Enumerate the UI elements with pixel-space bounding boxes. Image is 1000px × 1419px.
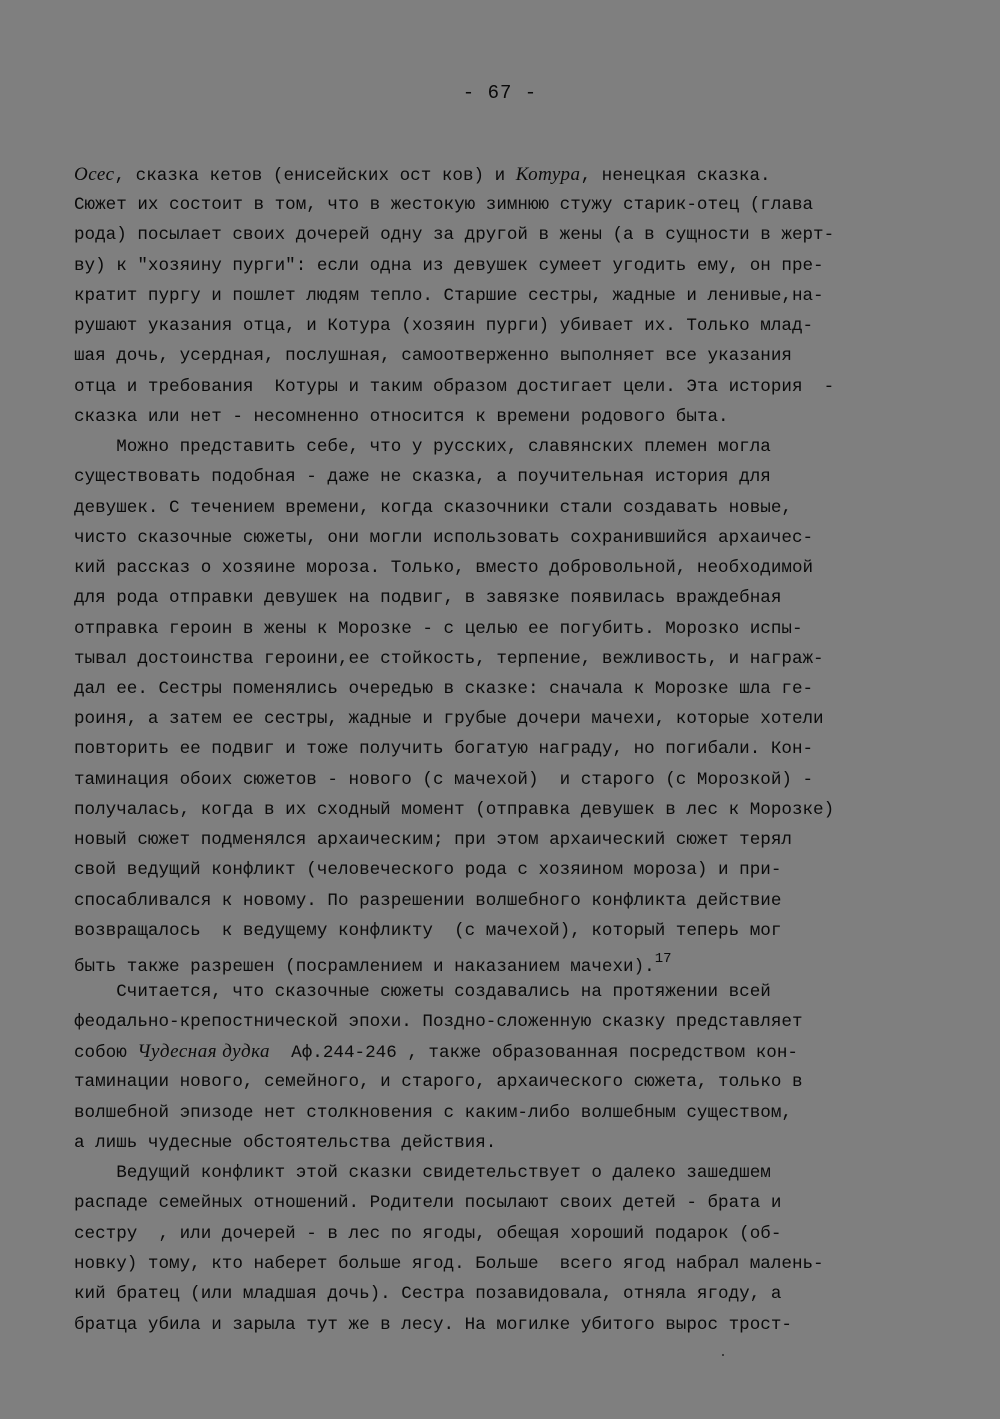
text-run: , сказка кетов (енисейских ост ков) и	[114, 166, 516, 186]
text-run: , ненецкая сказка.	[580, 166, 771, 186]
text-run: быть также разрешен (посрамлением и наказанием мачехи).	[74, 956, 655, 977]
italic-title: Чудесная дудка	[137, 1041, 271, 1062]
text-line	[74, 284, 824, 308]
text-line	[74, 405, 729, 429]
text-line	[74, 496, 792, 520]
text-line	[74, 980, 771, 1004]
text-line	[74, 375, 834, 399]
text-run: Считается, что сказочные сюжеты создавались на протяжении всей	[74, 982, 771, 1002]
text-line	[74, 163, 771, 188]
text-line	[74, 919, 781, 943]
text-run: таминация обоих сюжетов - нового (с мачехой) и старого (с Морозкой) -	[74, 770, 814, 790]
text-line	[74, 1161, 771, 1185]
text-line	[74, 1010, 803, 1034]
text-run: кий братец (или младшая дочь). Сестра позавидовала, отняла ягоду, а	[74, 1284, 782, 1304]
text-run: а лишь чудесные обстоятельства действия.	[74, 1133, 497, 1153]
text-run: роиня, а затем ее сестры, жадные и грубые дочери мачехи, которые хотели	[74, 709, 824, 729]
text-line	[74, 707, 824, 731]
text-line	[74, 1070, 803, 1094]
text-run: братца убила и зарыла тут же в лесу. На могилке убитого вырос трост-	[74, 1315, 792, 1335]
text-run: кий рассказ о хозяине мороза. Только, вместо добровольной, необходимой	[74, 558, 814, 578]
text-run: Аф.244-246 , также образованная посредством кон-	[270, 1043, 798, 1063]
text-run: свой ведущий конфликт (человеческого рода с хозяином мороза) и при-	[74, 860, 782, 880]
text-run: отца и требования Котуры и таким образом достигает цели. Эта история -	[74, 377, 835, 397]
text-run: Сюжет их состоит в том, что в жестокую зимнюю стужу старик-отец (глава	[74, 195, 814, 215]
text-line	[74, 798, 834, 822]
text-run: сестру , или дочерей - в лес по ягоды, обещая хороший подарок (об-	[74, 1224, 782, 1244]
text-run: распаде семейных отношений. Родители посылают своих детей - брата и	[74, 1193, 782, 1213]
text-line	[74, 465, 771, 489]
text-run: девушек. С течением времени, когда сказочники стали создавать новые,	[74, 498, 792, 518]
text-line	[74, 193, 813, 217]
text-run: рушают указания отца, и Котура (хозяин пурги) убивает их. Только млад-	[74, 316, 814, 336]
text-line	[74, 1282, 781, 1306]
text-run: волшебной эпизоде нет столкновения с каким-либо волшебным существом,	[74, 1103, 792, 1123]
text-line	[74, 1101, 792, 1125]
text-line	[74, 1313, 792, 1337]
text-line	[74, 556, 813, 580]
italic-title: Котура	[515, 164, 581, 185]
text-run: для рода отправки девушек на подвиг, в завязке появилась враждебная	[74, 588, 782, 608]
text-line	[74, 586, 781, 610]
italic-title: Осес	[74, 164, 115, 185]
text-line	[74, 768, 813, 792]
text-run: сказка или нет - несомненно относится к времени родового быта.	[74, 407, 729, 427]
text-line	[74, 737, 813, 761]
text-run: отправка героин в жены к Морозке - с целью ее погубить. Морозко испы-	[74, 619, 803, 639]
text-line	[74, 223, 834, 247]
text-run: новку) тому, кто наберет больше ягод. Больше всего ягод набрал малень-	[74, 1254, 824, 1274]
text-run: феодально-крепостнической эпохи. Поздно-сложенную сказку представляет	[74, 1012, 803, 1032]
text-run: повторить ее подвиг и тоже получить богатую награду, но погибали. Кон-	[74, 739, 814, 759]
text-line	[74, 526, 813, 550]
text-run: чисто сказочные сюжеты, они могли использовать сохранившийся архаичес-	[74, 528, 814, 548]
text-run: Ведущий конфликт этой сказки свидетельствует о далеко зашедшем	[74, 1163, 771, 1183]
footnote-ref: 17	[654, 951, 672, 967]
text-run: рода) посылает своих дочерей одну за другой в жены (а в сущности в жерт-	[74, 225, 835, 245]
text-run: получалась, когда в их сходный момент (отправка девушек в лес к Морозке)	[74, 800, 835, 820]
page-number: - 67 -	[462, 82, 538, 104]
text-run: новый сюжет подменялся архаическим; при этом архаический сюжет терял	[74, 830, 792, 850]
text-line	[74, 435, 771, 459]
text-line	[74, 1222, 781, 1246]
text-run: возвращалось к ведущему конфликту (с мачехой), который теперь мог	[74, 921, 782, 941]
text-line	[74, 1252, 824, 1276]
text-run: кратит пургу и пошлет людям тепло. Старшие сестры, жадные и ленивые,на-	[74, 286, 824, 306]
text-line	[74, 677, 813, 701]
text-run: спосабливался к новому. По разрешении волшебного конфликта действие	[74, 891, 782, 911]
text-line	[74, 1040, 798, 1065]
text-run: дал ее. Сестры поменялись очередью в сказке: сначала к Морозке шла ге-	[74, 679, 814, 699]
text-line	[74, 254, 824, 278]
text-line	[74, 344, 792, 368]
text-line	[74, 617, 803, 641]
text-run: Можно представить себе, что у русских, славянских племен могла	[74, 437, 771, 457]
text-run: ву) к "хозяину пурги": если одна из девушек сумеет угодить ему, он пре-	[74, 256, 824, 276]
text-run: существовать подобная - даже не сказка, а поучительная история для	[74, 467, 771, 487]
text-line	[74, 1191, 781, 1215]
text-run: тывал достоинства героини,ее стойкость, терпение, вежливость, и награж-	[74, 649, 824, 669]
text-line	[74, 828, 792, 852]
text-line	[74, 314, 813, 338]
text-run: шая дочь, усердная, послушная, самоотверженно выполняет все указания	[74, 346, 792, 366]
text-line	[74, 889, 781, 913]
text-line	[74, 1131, 496, 1155]
text-line	[74, 949, 672, 979]
scan-speck	[722, 1354, 724, 1356]
text-line	[74, 858, 781, 882]
text-line	[74, 647, 824, 671]
text-run: таминации нового, семейного, и старого, архаического сюжета, только в	[74, 1072, 803, 1092]
text-run: собою	[74, 1043, 138, 1063]
